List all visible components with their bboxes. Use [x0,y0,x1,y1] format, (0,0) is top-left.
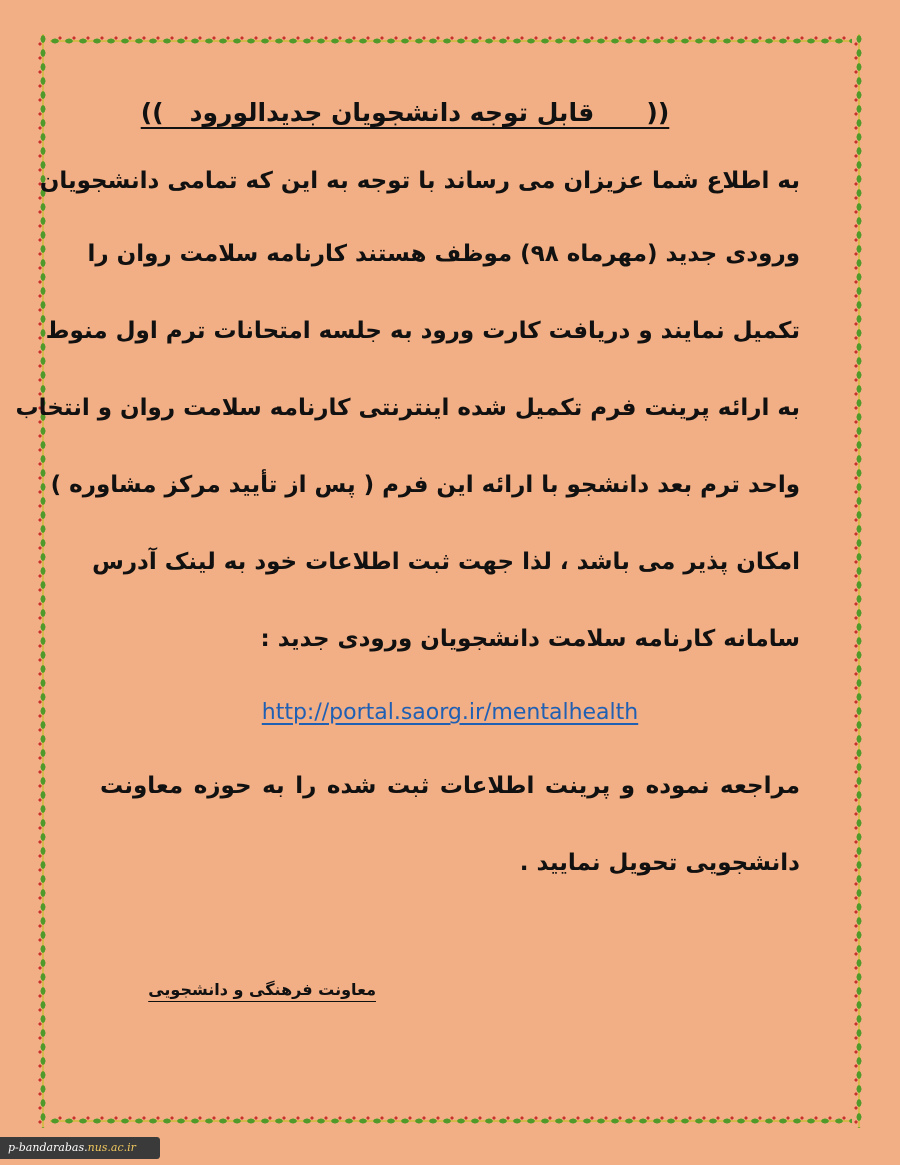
site-watermark-suffix: nus.ac.ir [87,1141,136,1154]
closing-line: دانشجویی تحویل نمایید . [519,850,800,876]
notice-title: (( قابل توجه دانشجویان جدیدالورود )) [140,98,670,127]
vine-border-top [36,34,866,48]
mental-health-portal-link[interactable]: http://portal.saorg.ir/mentalhealth [261,700,639,725]
notice-line: ورودی جدید (مهرماه ۹۸) موظف هستند کارنامه سلامت روان را [87,241,800,267]
vine-border-right [852,34,866,1128]
notice-line: واحد ترم بعد دانشجو با ارائه این فرم ( پس از تأیید مرکز مشاوره ) [50,472,800,498]
site-watermark-prefix: p-bandarabas. [8,1141,88,1154]
site-watermark[interactable] [0,1137,160,1159]
signature: معاونت فرهنگی و دانشجویی [148,980,376,999]
vine-border-bottom [36,1114,866,1128]
closing-line: مراجعه نموده و پرینت اطلاعات ثبت شده را به حوزه معاونت [100,773,800,799]
notice-content [15,88,800,902]
notice-line: امکان پذیر می باشد ، لذا جهت ثبت اطلاعات خود به لینک آدرس [92,549,800,575]
notice-line: سامانه کارنامه سلامت دانشجویان ورودی جدید : [260,626,800,652]
notice-line: به اطلاع شما عزیزان می رساند با توجه به این که تمامی دانشجویان [39,168,800,194]
notice-line: تکمیل نمایند و دریافت کارت ورود به جلسه امتحانات ترم اول منوط [45,318,800,344]
notice-line: به ارائه پرینت فرم تکمیل شده اینترنتی کارنامه سلامت روان و انتخاب [15,395,800,421]
link-row [100,678,800,748]
